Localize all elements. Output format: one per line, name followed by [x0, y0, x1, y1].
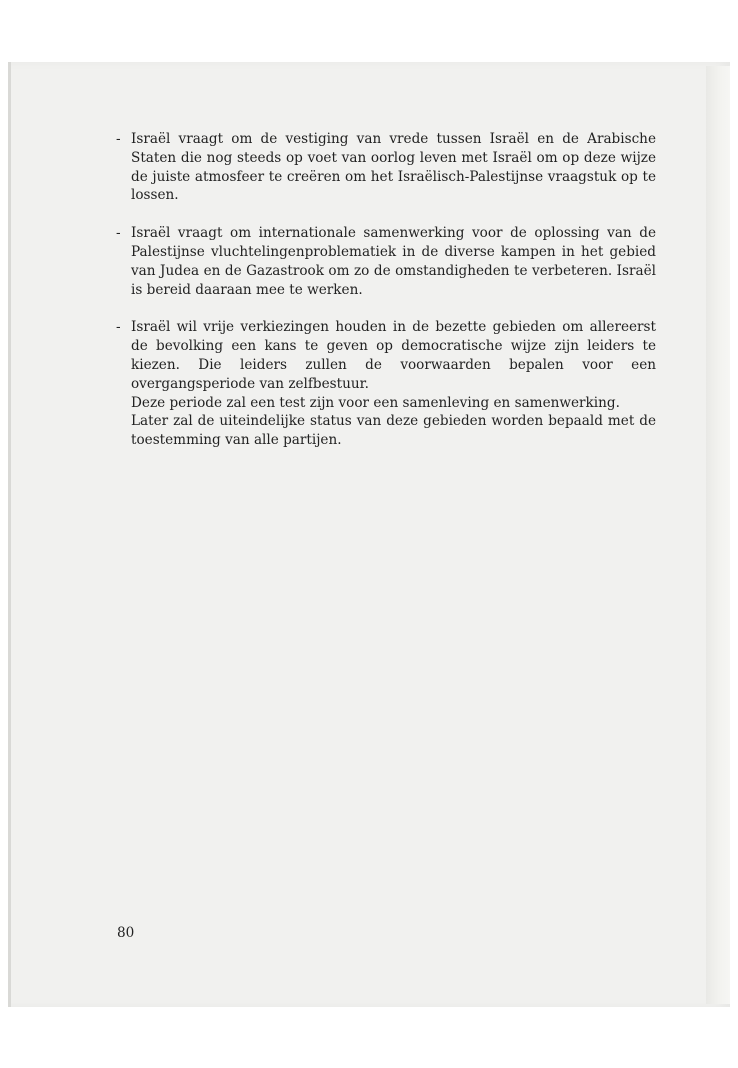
list-item-text: Israël wil vrije verkiezingen houden in de bezette gebieden om allereerst de bevolking een kans te geven op democratische wijze zijn leiders te kiezen. Die leiders zullen de voorwaarden bepalen voor een overgangsperiode van zelfbestuur. — [131, 319, 656, 392]
list-dash: - — [116, 225, 121, 242]
list-item-text: Israël vraagt om de vestiging van vrede tussen Israël en de Arabische Staten die nog steeds op voet van oorlog leven met Israël om op deze wijze de juiste atmosfeer te creëren om het Israëlisch-Palestijnse vraagstuk op te lossen. — [131, 131, 656, 204]
list-item-text: Later zal de uiteindelijke status van deze gebieden worden bepaald met de toestemming van alle partijen. — [131, 413, 656, 449]
list-item-text: Deze periode zal een test zijn voor een samenleving en samenwerking. — [131, 394, 620, 411]
list-item — [116, 318, 656, 450]
list-dash: - — [116, 319, 121, 336]
list-item — [116, 224, 656, 299]
page-right-edge — [706, 66, 730, 1004]
list-item-text: Israël vraagt om internationale samenwerking voor de oplossing van de Palestijnse vluchtelingenproblematiek in de diverse kampen in het gebied van Judea en de Gazastrook om zo de omstandigheden te verbeteren. Israël is bereid daaraan mee te werken. — [131, 225, 656, 298]
page-left-edge — [8, 62, 11, 1007]
page-number: 80 — [117, 925, 135, 941]
body-text — [116, 130, 656, 469]
list-dash: - — [116, 131, 121, 147]
list-item — [116, 130, 656, 205]
